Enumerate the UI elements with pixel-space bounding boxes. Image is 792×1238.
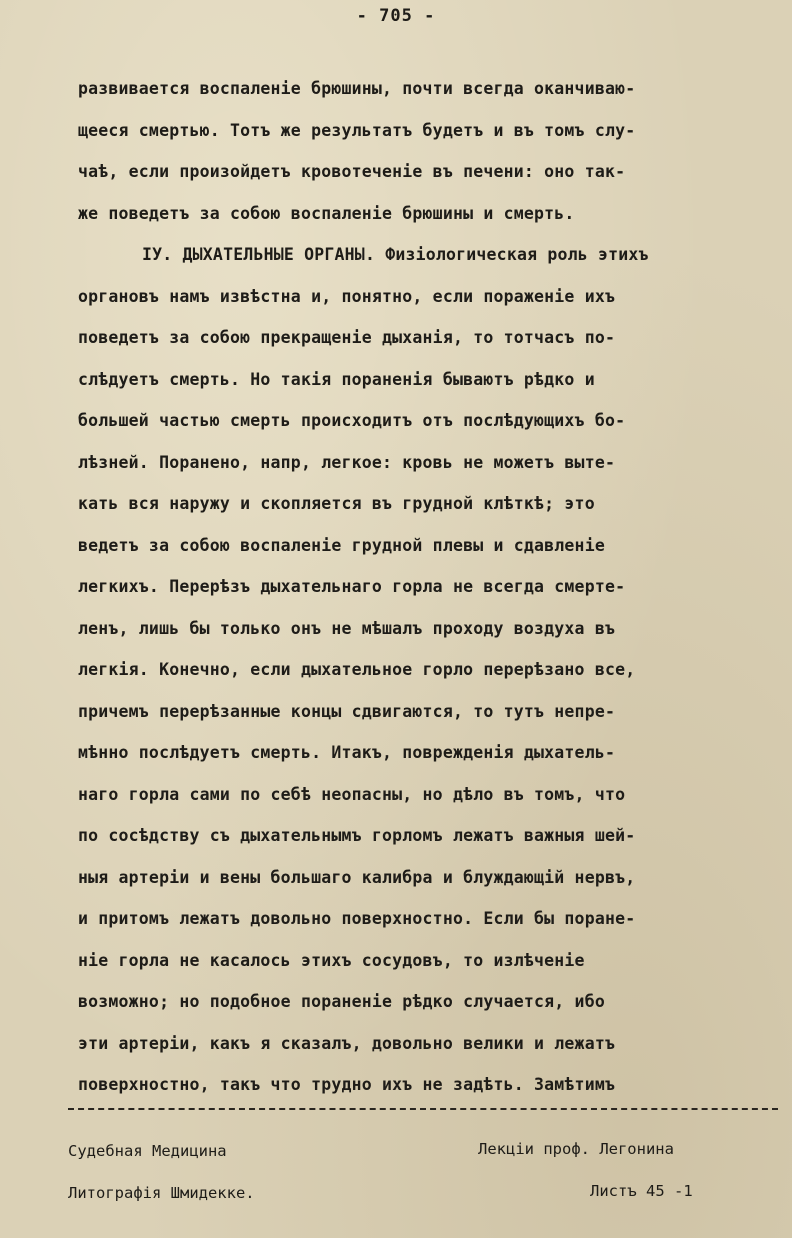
text-line: же поведетъ за собою воспаленіе брюшины и смерть.	[78, 203, 575, 223]
text-line: поведетъ за собою прекращеніе дыханія, то тотчасъ по-	[78, 328, 616, 347]
text-line: наго горла сами по себѣ неопасны, но дѣло въ томъ, что	[78, 784, 626, 804]
footer-course-title: Судебная Медицина	[68, 1142, 227, 1160]
text-line: щееся смертью. Тотъ же результатъ будетъ и въ томъ слу-	[78, 120, 636, 140]
text-line: чаѣ, если произойдетъ кровотеченіе въ печени: оно так-	[78, 162, 626, 181]
section-heading-line: IУ. ДЫХАТЕЛЬНЫЕ ОРГАНЫ. Физіологическая роль этихъ	[142, 245, 649, 264]
text-line: ведетъ за собою воспаленіе грудной плевы и сдавленіе	[78, 535, 605, 555]
text-line: ныя артеріи и вены большаго калибра и блуждающій нервъ,	[78, 867, 636, 887]
text-line: легкія. Конечно, если дыхательное горло перерѣзано все,	[78, 660, 636, 679]
text-line: по сосѣдству съ дыхательнымъ горломъ лежатъ важныя шей-	[78, 826, 636, 845]
text-line: и притомъ лежатъ довольно поверхностно. Если бы поране-	[78, 909, 636, 928]
text-line: поверхностно, такъ что трудно ихъ не задѣть. Замѣтимъ	[78, 1075, 616, 1094]
text-line: эти артеріи, какъ я сказалъ, довольно велики и лежатъ	[78, 1033, 616, 1053]
text-line: ніе горла не касалось этихъ сосудовъ, то излѣченіе	[78, 950, 585, 970]
text-line: развивается воспаленіе брюшины, почти всегда оканчиваю-	[78, 79, 636, 98]
text-line: причемъ перерѣзанные концы сдвигаются, то тутъ непре-	[78, 701, 616, 721]
page-number: - 705 -	[356, 6, 436, 26]
text-line: легкихъ. Перерѣзъ дыхательнаго горла не всегда смерте-	[78, 577, 626, 596]
text-line: возможно; но подобное пораненіе рѣдко случается, ибо	[78, 992, 605, 1011]
footer-lecturer: Лекціи проф. Легонина	[478, 1140, 674, 1158]
text-line: ленъ, лишь бы только онъ не мѣшалъ проходу воздуха въ	[78, 618, 616, 638]
footer-publisher: Литографія Шмидекке.	[68, 1184, 255, 1202]
text-line: слѣдуетъ смерть. Но такія пораненія бываютъ рѣдко и	[78, 369, 595, 389]
text-line: органовъ намъ извѣстна и, понятно, если пораженіе ихъ	[78, 286, 616, 306]
footer-sheet-number: Листъ 45 -1	[590, 1182, 693, 1200]
body-text	[78, 68, 768, 1106]
text-line: мѣнно послѣдуетъ смерть. Итакъ, поврежденія дыхатель-	[78, 743, 616, 762]
text-line: лѣзней. Поранено, напр, легкое: кровь не можетъ выте-	[78, 452, 616, 472]
footer-divider	[68, 1108, 778, 1110]
text-line: кать вся наружу и скопляется въ грудной клѣткѣ; это	[78, 494, 595, 513]
text-line: большей частью смерть происходитъ отъ послѣдующихъ бо-	[78, 411, 626, 430]
